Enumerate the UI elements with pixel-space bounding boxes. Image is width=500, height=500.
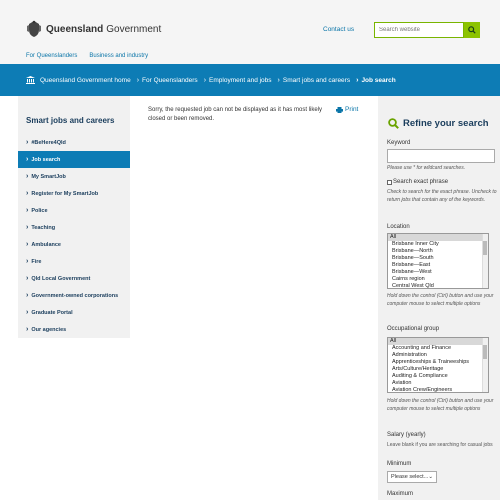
- occupation-option[interactable]: Administration: [392, 352, 427, 358]
- location-option[interactable]: Central West Qld: [392, 283, 434, 289]
- location-option[interactable]: Brisbane—West: [392, 269, 432, 275]
- sidebar-item-behere4qld[interactable]: [18, 134, 130, 151]
- search-button[interactable]: [464, 22, 480, 38]
- sidebar-item-label: Graduate Portal: [31, 309, 73, 316]
- search-icon: [388, 118, 399, 129]
- brand-strong: Queensland: [46, 23, 104, 35]
- location-option[interactable]: Brisbane Inner City: [392, 241, 439, 247]
- refine-title-text: Refine your search: [403, 118, 489, 129]
- minimum-salary-value: Please select...: [391, 474, 429, 480]
- location-hint: Hold down the control (Ctrl) button and use your computer mouse to select multiple options: [387, 293, 494, 307]
- occupation-option[interactable]: Aviation: [392, 380, 412, 386]
- chevron-right-icon: ›: [26, 309, 29, 316]
- nav-business-industry[interactable]: Business and industry: [89, 53, 149, 59]
- location-option[interactable]: Brisbane—South: [392, 255, 434, 261]
- chevron-right-icon: ›: [26, 156, 29, 163]
- sidebar-item-graduate-portal[interactable]: [18, 304, 130, 321]
- chevron-right-icon: ›: [26, 139, 29, 146]
- chevron-right-icon: ›: [26, 207, 29, 214]
- chevron-right-icon: ›: [26, 275, 29, 282]
- job-unavailable-message: Sorry, the requested job can not be displayed as it has most likely closed or been removed.: [148, 107, 322, 122]
- print-label: Print: [345, 106, 359, 113]
- location-option[interactable]: All: [388, 234, 488, 241]
- sidebar-item-fire[interactable]: [18, 253, 130, 270]
- occupational-group-listbox[interactable]: [387, 337, 489, 393]
- location-option[interactable]: Cairns region: [392, 276, 425, 282]
- chevron-right-icon: ›: [356, 76, 359, 84]
- sidebar-item-label: Our agencies: [31, 326, 67, 333]
- chevron-right-icon: ›: [26, 173, 29, 180]
- chevron-down-icon: ⌄: [428, 474, 433, 480]
- sidebar-item-label: Police: [31, 207, 48, 214]
- occupation-option[interactable]: Aviation Crew/Engineers: [392, 387, 453, 393]
- sidebar-item-local-government[interactable]: [18, 270, 130, 287]
- refine-panel: [378, 96, 500, 500]
- coat-of-arms-icon: [26, 20, 42, 38]
- sidebar-item-label: Fire: [31, 258, 42, 265]
- exact-phrase-checkbox-row[interactable]: [387, 179, 448, 185]
- sidebar-item-label: #BeHere4Qld: [31, 139, 66, 146]
- keyword-label: Keyword: [387, 140, 411, 146]
- occupation-option[interactable]: Auditing & Compliance: [392, 373, 448, 379]
- sidebar-item-register[interactable]: [18, 185, 130, 202]
- search-icon: [468, 26, 476, 34]
- sidebar-item-label: Ambulance: [31, 241, 61, 248]
- location-option[interactable]: Brisbane—East: [392, 262, 431, 268]
- keyword-hint: Please use * for wildcard searches.: [387, 165, 466, 171]
- location-scrollbar[interactable]: [482, 234, 488, 288]
- chevron-right-icon: ›: [136, 76, 140, 84]
- keyword-input[interactable]: [387, 149, 495, 163]
- sidebar-list: [18, 134, 130, 338]
- qld-gov-logo[interactable]: [26, 20, 161, 38]
- occupation-scrollbar[interactable]: [482, 338, 488, 392]
- minimum-salary-select[interactable]: [387, 471, 437, 483]
- contact-link[interactable]: Contact us: [323, 26, 355, 33]
- chevron-right-icon: ›: [26, 241, 29, 248]
- breadcrumb-label: Queensland Government home: [40, 76, 131, 84]
- breadcrumb-label: For Queenslanders: [142, 76, 198, 84]
- sidebar-title[interactable]: Smart jobs and careers: [26, 116, 115, 125]
- sidebar-item-police[interactable]: [18, 202, 130, 219]
- chevron-right-icon: ›: [277, 76, 280, 84]
- occupation-option[interactable]: Accounting and Finance: [392, 345, 452, 351]
- chevron-right-icon: ›: [26, 326, 29, 333]
- printer-icon: [336, 107, 343, 113]
- sidebar-item-label: My SmartJob: [31, 173, 66, 180]
- scrollbar-thumb[interactable]: [483, 241, 487, 255]
- sidebar: [18, 96, 130, 338]
- breadcrumb-smart-jobs[interactable]: [278, 77, 351, 84]
- occupation-option[interactable]: Apprenticeships & Traineeships: [392, 359, 470, 365]
- sidebar-item-label: Register for My SmartJob: [31, 190, 99, 197]
- salary-label: Salary (yearly): [387, 432, 426, 438]
- breadcrumb-employment[interactable]: [204, 77, 272, 84]
- breadcrumb-current: [356, 77, 396, 84]
- government-building-icon: [26, 76, 35, 84]
- scrollbar-thumb[interactable]: [483, 345, 487, 359]
- occupation-option[interactable]: All: [388, 338, 488, 345]
- chevron-right-icon: ›: [26, 224, 29, 231]
- breadcrumb: [0, 64, 500, 96]
- sidebar-item-ambulance[interactable]: [18, 236, 130, 253]
- breadcrumb-home[interactable]: [26, 76, 131, 84]
- chevron-right-icon: ›: [26, 258, 29, 265]
- sidebar-item-label: Qld Local Government: [31, 275, 91, 282]
- breadcrumb-for-queenslanders[interactable]: [137, 77, 198, 84]
- sidebar-item-our-agencies[interactable]: [18, 321, 130, 338]
- brand-light: Government: [106, 23, 162, 35]
- occupational-group-label: Occupational group: [387, 326, 440, 332]
- salary-hint: Leave blank if you are searching for casual jobs: [387, 442, 493, 448]
- chevron-right-icon: ›: [26, 190, 29, 197]
- exact-phrase-hint: Check to search for the exact phrase. Uncheck to return jobs that contain any of the keywords.: [387, 189, 497, 203]
- exact-phrase-checkbox[interactable]: [387, 180, 392, 185]
- sidebar-item-teaching[interactable]: [18, 219, 130, 236]
- chevron-right-icon: ›: [26, 292, 29, 299]
- search-input[interactable]: [374, 22, 464, 38]
- nav-for-queenslanders[interactable]: For Queenslanders: [26, 53, 78, 59]
- exact-phrase-label: Search exact phrase: [393, 179, 449, 185]
- top-nav: [26, 53, 148, 59]
- sidebar-item-goc[interactable]: [18, 287, 130, 304]
- minimum-label: Minimum: [387, 461, 412, 467]
- print-link[interactable]: [336, 106, 358, 113]
- location-label: Location: [387, 224, 410, 230]
- breadcrumb-label: Smart jobs and careers: [282, 76, 351, 84]
- location-listbox[interactable]: [387, 233, 489, 289]
- sidebar-item-label: Teaching: [31, 224, 56, 231]
- breadcrumb-label: Employment and jobs: [209, 76, 272, 84]
- location-option[interactable]: Brisbane—North: [392, 248, 433, 254]
- occupational-group-hint: Hold down the control (Ctrl) button and use your computer mouse to select multiple options: [387, 398, 494, 412]
- breadcrumb-label: Job search: [361, 76, 396, 84]
- sidebar-item-job-search[interactable]: [18, 151, 130, 168]
- refine-title: [388, 118, 489, 129]
- maximum-label: Maximum: [387, 491, 414, 497]
- occupation-option[interactable]: Arts/Culture/Heritage: [392, 366, 444, 372]
- site-header: [0, 0, 500, 64]
- sidebar-item-label: Job search: [31, 156, 61, 163]
- sidebar-item-label: Government-owned corporations: [31, 292, 119, 299]
- chevron-right-icon: ›: [203, 76, 207, 84]
- sidebar-item-my-smartjob[interactable]: [18, 168, 130, 185]
